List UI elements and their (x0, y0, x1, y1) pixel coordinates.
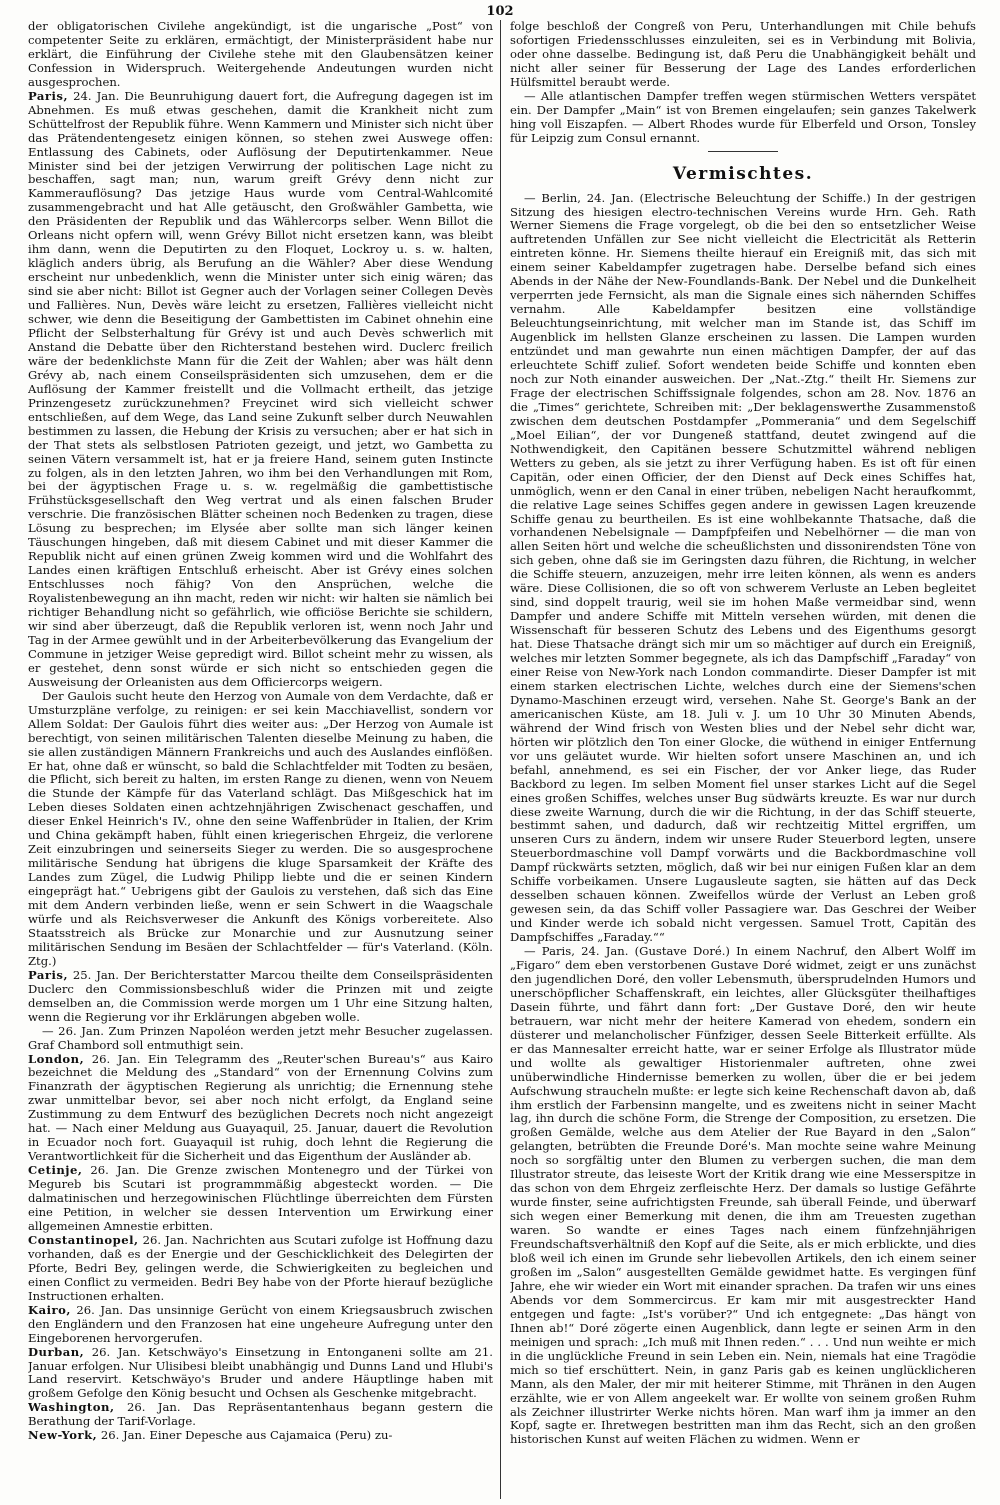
dateline-city: London, (28, 1051, 85, 1066)
article-paragraph (28, 1346, 493, 1402)
paragraph-text: 26. Jan. Das unsinnige Gerücht von einem Kriegsausbruch zwischen den Engländern und den Franzosen hat eine ungeheure Aufregung unter den Eingeborenen hervorgerufen. (28, 1302, 493, 1345)
section-heading: Vermischtes. (672, 163, 814, 184)
paragraph-text: 26. Jan. Ein Telegramm des „Reuter'schen Bureau's“ aus Kairo bezeichnet die Meldung des „Standard“ von der Ernennung Colvins zum Finanzrath der ägyptischen Regierung als unrichtig; die Ernennung stehe zwar unmittelbar bevor, sei aber noch nicht erfolgt, da England seine Zustimmung zu dem Entwurf des bezüglichen Decrets noch nicht angezeigt hat. — Nach einer Meldung aus Guayaquil, 25. Januar, dauert die Revolution in Ecuador noch fort. Guayaquil ist ruhig, doch lehnt die Regierung die Verantwortlichkeit für die Sicherheit und das Eigenthum der Ausländer ab. (28, 1051, 493, 1164)
article-paragraph (28, 1304, 493, 1346)
dateline-city: Cetinje, (28, 1163, 83, 1178)
article-paragraph (28, 690, 493, 969)
paragraph-text: — 26. Jan. Zum Prinzen Napoléon werden jetzt mehr Besucher zugelassen. Graf Chambord soll entmuthigt sein. (28, 1023, 493, 1052)
dateline-city: Constantinopel, (28, 1232, 139, 1247)
paragraph-text: 25. Jan. Der Berichterstatter Marcou theilte dem Conseilspräsidenten Duclerc den Commissionsbeschluß wider die Prinzen mit und zeigte demselben an, die Commission werde morgen um 1 Uhr eine Sitzung halten, wenn die Regierung vor ihr Erklärungen abgeben wolle. (28, 967, 493, 1024)
dateline-city: Washington, (28, 1400, 115, 1415)
article-paragraph (510, 945, 976, 1447)
paragraph-text: — Paris, 24. Jan. (Gustave Doré.) In einem Nachruf, den Albert Wolff im „Figaro“ dem eben verstorbenen Gustave Doré widmet, zeigt er uns zunächst den jugendlichen Doré, den voller Lebensmuth, übersprudelnden Humors und unerschöpflicher Schaffenskraft, ein leichtes, aller Glücksgüter theilhaftiges Dasein führte, und fährt dann fort: „Der Gustave Doré, den wir heute betrauern, war nicht mehr der heitere Kamerad von ehedem, sondern ein düsterer und melancholischer Fünfziger, dessen Seele Bitterkeit erfüllte. Als er das Mannesalter erreicht hatte, war er seiner Erfolge als Illustrator müde und wollte als gewaltiger Historienmaler auftreten, ohne zwei unüberwindliche Hindernisse bemerken zu wollen, über die er bei jedem Aufschwung straucheln mußte: er legte sich keine Rechenschaft davon ab, daß ihm erstlich der Farbensinn mangelte, und es zweitens nicht in seiner Macht lag, ihn durch die schöne Form, die Strenge der Composition, zu ersetzen. Die großen Gemälde, welche aus dem Atelier der Rue Bayard in den „Salon“ gelangten, betrübten die Freunde Doré's. Man mochte seine wahre Meinung noch so sorgfältig unter den Blumen zu verbergen suchen, die man dem Illustrator streute, das leiseste Wort der Kritik drang wie eine Messerspitze in das schon von dem Ehrgeiz zerfleischte Herz. Der damals so lustige Gefährte wurde finster, seine aufrichtigsten Freunde, sah überall Feinde, und überwarf sich wegen einer Bemerkung mit denen, die ihm am Treuesten zugethan waren. So wandte er eines Tages nach einem fünfzehnjährigen Freundschaftsverhältniß den Kopf auf die Seite, als er mich erblickte, und dies bloß weil ich einen im Grunde sehr liebevollen Artikels, den ich einem seiner großen im „Salon“ ausgestellten Gemälde gewidmet hatte. Es vergingen fünf Jahre, ehe wir wieder ein Wort mit einander sprachen. Da trafen wir uns eines Abends vor dem Sommercircus. Er kam mir mit ausgestreckter Hand entgegen und fagte: „Ist's vorüber?“ Und ich entgegnete: „Das hängt von Ihnen ab!“ Doré zögerte einen Augenblick, dann legte er seinen Arm in den meinigen und sprach: „Ich muß mit Ihnen reden.“ . . . Und nun weihte er mich in die unglückliche Freund in sein Leben ein. Nein, niemals hat eine Tragödie mich so tief erschüttert. Nein, in ganz Paris gab es keinen unglücklicheren Mann, als den Maler, der mir mit heiterer Stimme, mit Thränen in den Augen erzählte, wie er von Allem angeekelt war. Er wollte von seinem großen Ruhm als Zeichner illustrirter Werke nichts hören. Man warf ihm ja immer an den Kopf, sagte er. Ihretwegen bestritten man ihm das Recht, sich an den großen historischen Kunst auf weiten Flächen zu widmen. Wenn er (510, 944, 976, 1447)
paragraph-text: 26. Jan. Einer Depesche aus Cajamaica (Peru) zu- (97, 1428, 393, 1443)
right-column-feuilleton (510, 192, 976, 1448)
article-paragraph (28, 1164, 493, 1234)
article-paragraph (28, 20, 493, 90)
column-divider (500, 20, 501, 1499)
paragraph-text: folge beschloß der Congreß von Peru, Unterhandlungen mit Chile behufs sofortigen Friedensschlusses einzuleiten, sei es in Verbindung mit Bolivia, oder ohne dasselbe. Bedingung ist, daß Peru die Unabhängigkeit behält und nicht aller seiner für Besserung der Lage des Landes erforderlichen Hülfsmittel beraubt werde. (510, 20, 976, 89)
article-paragraph (28, 1025, 493, 1053)
paragraph-text: 26. Jan. Das Repräsentantenhaus begann gestern die Berathung der Tarif-Vorlage. (28, 1400, 493, 1429)
dateline-city: Paris, (28, 88, 68, 103)
paragraph-text: — Berlin, 24. Jan. (Electrische Beleuchtung der Schiffe.) In der gestrigen Sitzung des hiesigen electro-technischen Vereins wurde Hrn. Geh. Rath Werner Siemens die Frage vorgelegt, ob die bei den so entsetzlicher Weise auftretenden Unfällen zur See nicht vielleicht die Electricität als Retterin eintreten könne. Hr. Siemens theilte hierauf ein Ereigniß mit, das sich mit einem seiner Kabeldampfer zugetragen habe. Derselbe befand sich eines Abends in der Nähe der New-Foundlands-Bank. Der Nebel und die Dunkelheit verperrten jede Fernsicht, als man die Signale eines sich nähernden Schiffes vernahm. Alle Kabeldampfer besitzen eine vollständige Beleuchtungseinrichtung, mit welcher man im Stande ist, das Schiff im Augenblick im hellsten Glanze erscheinen zu lassen. Die Lampen wurden entzündet und man gewahrte nun einen mächtigen Dampfer, der auf das erleuchtete Schiff zulief. Sofort wendeten beide Schiffe und konnten eben noch zur Noth einander ausweichen. Der „Nat.-Ztg.“ theilt Hr. Siemens zur Frage der electrischen Schiffssignale folgendes, schon am 28. Nov. 1876 an die „Times“ gerichtete, Schreiben mit: „Der beklagenswerthe Zusammenstoß zwischen dem deutschen Postdampfer „Pommerania“ und dem Segelschiff „Moel Eilian“, der vor Dungeneß stattfand, deutet zwingend auf die Nothwendigkeit, den Capitänen bessere Schutzmittel während nebligen Wetters zu geben, als sie jetzt zu ihrer Verfügung haben. Es ist oft für einen Capitän, oder einen Officier, der den Dienst auf Deck eines Schiffes hat, unmöglich, wenn er den Canal in einer trüben, nebeligen Nacht heraufkommt, die relative Lage seines Schiffes gegen andere in gewissen Lagen kreuzende Schiffe genau zu beurtheilen. Es ist eine wohlbekannte Thatsache, daß die vorhandenen Nebelsignale — Dampfpfeifen und Nebelhörner — die man von allen Seiten hört und welche die scheußlichsten und dissonirendsten Töne von sich geben, ohne daß sie im Geringsten dazu führen, die Richtung, in welcher die Schiffe steuern, anzuzeigen, mehr irre leiten können, als wenn es anders wäre. Diese Collisionen, die so oft von schwerem Verluste an Leben begleitet sind, sind doppelt traurig, weil sie im hohen Maße vermeidbar sind, wenn Dampfer und andere Schiffe mit Mitteln versehen würden, mit denen die Wissenschaft für besseren Schutz des Lebens und des Eigenthums gesorgt hat. Diese Thatsache drängt sich mir um so mächtiger auf durch ein Ereigniß, welches mir letzten Sommer begegnete, als ich das Dampfschiff „Faraday“ von einer Reise von New-York nach London commandirte. Dieser Dampfer ist mit einem starken electrischen Lichte, welches durch eine der Siemens'schen Dynamo-Maschinen erzeugt wird, versehen. Nahe St. George's Bank an der americanischen Küste, am 18. Juli v. J. um 10 Uhr 30 Minuten Abends, während der Wind frisch von Westen blies und der Nebel sehr dicht war, hörten wir plötzlich den Ton einer Glocke, die wüthend in einiger Entfernung vor uns geläutet wurde. Wir hielten sofort unsere Maschinen an, und ich befahl, annehmend, es sei ein Fischer, der vor Anker liege, das Ruder Backbord zu legen. Im selben Moment fiel unser starkes Licht auf die Segel eines großen Schiffes, welches unser Bug südwärts kreuzte. Es war nur durch diese zweite Warnung, durch die wir die Richtung, in der das Schiff steuerte, bestimmt sahen, und dadurch, daß wir rechtzeitig Mittel ergriffen, um unseren Curs zu ändern, indem wir unsere Ruder Steuerbord legten, unsere Steuerbordmaschine voll Dampf vorwärts und die Backbordmaschine voll Dampf rückwärts setzten, möglich, daß wir bei nur einigen Fußen klar an dem Schiffe vorbeikamen. Unsere Lugausleute sagten, sie hätten auf das Deck desselben schauen können. Zweifellos würde der Verlust an Leben groß gewesen sein, da das Schiff voller Passagiere war. Das Geschrei der Weiber und Kinder werde ich sobald nicht vergessen. Samuel Trott, Capitän des Dampfschiffes „Faraday.““ (510, 190, 976, 945)
article-paragraph (28, 90, 493, 690)
right-column-top (510, 20, 976, 146)
dateline-city: Kairo, (28, 1302, 71, 1317)
page-number: 102 (486, 4, 514, 19)
paragraph-text: 26. Jan. Ketschwäyo's Einsetzung in Entonganeni sollte am 21. Januar erfolgen. Nur Ulisibesi bleibt unabhängig und Dunns Land und Hlubi's Land reservirt. Ketschwäyo's Bruder und andere Häuptlinge haben mit großem Gefolge den König besucht und Ochsen als Geschenke mitgebracht. (28, 1344, 493, 1401)
right-column (510, 20, 976, 1499)
dateline-city: Paris, (28, 967, 68, 982)
article-paragraph (28, 1234, 493, 1304)
paragraph-text: 26. Jan. Nachrichten aus Scutari zufolge ist Hoffnung dazu vorhanden, daß es der Energie und der Geschicklichkeit des Delegirten der Pforte, Bedri Bey, gelingen werde, die Schwierigkeiten zu begleichen und einen Conflict zu vermeiden. Bedri Bey habe von der Pforte hierauf bezügliche Instructionen erhalten. (28, 1232, 493, 1303)
paragraph-text: — Alle atlantischen Dampfer treffen wegen stürmischen Wetters verspätet ein. Der Dampfer „Main“ ist von Bremen eingelaufen; sein ganzes Takelwerk hing voll Eiszapfen. — Albert Rhodes wurde für Elberfeld und Orson, Tonsley für Leipzig zum Consul ernannt. (510, 88, 976, 145)
paragraph-text: 26. Jan. Die Grenze zwischen Montenegro und der Türkei von Megureb bis Scutari ist programmmäßig abgesteckt worden. — Die dalmatinischen und herzegowinischen Flüchtlinge überreichten dem Fürsten eine Petition, in welcher sie dessen Intervention um Erwirkung einer allgemeinen Amnestie erbitten. (28, 1163, 493, 1233)
paragraph-text: 24. Jan. Die Beunruhigung dauert fort, die Aufregung dagegen ist im Abnehmen. Es muß etwas geschehen, damit die Krankheit nicht zum Schüttelfrost der Republik führe. Wenn Kammern und Minister sich nicht über das Prätendentengesetz einigen können, so stehen zwei Auswege offen: Entlassung des Cabinets, oder Auflösung der Deputirtenkammer. Neue Minister sind bei der jetzigen Verwirrung der politischen Lage nicht zu beschaffen, sagt man; nun, warum greift Grévy denn nicht zur Kammerauflösung? Das jetzige Haus wurde vom Central-Wahlcomité zusammengebracht und hat Alle getäuscht, den Großwähler Gambetta, wie den Präsidenten der Republik und das Wählercorps selber. Wenn Billot die Orleans nicht opfern will, wenn Grévy Billot nicht ersetzen kann, was bleibt ihm dann, wenn die Deputirten zu den Floquet, Lockroy u. s. w. halten, kläglich anders übrig, als Berufung an die Wähler? Aber diese Wendung erscheint nur unbedenklich, wenn die Minister unter sich einig wären; das sind sie aber nicht: Billot ist Gegner auch der Vorlagen seiner Collegen Devès und Fallières. Nun, Devès wäre leicht zu ersetzen, Fallières vielleicht nicht schwer, wie denn die Beseitigung der Gambettisten im Cabinet ohnehin eine Pflicht der Selbsterhaltung für Grévy ist und auch Devès schwerlich mit Anstand die Debatte über den Richterstand bestehen wird. Duclerc freilich wäre der bedenklichste Mann für die Zeit der Wahlen; aber was hält denn Grévy ab, nach einem Conseilspräsidenten sich umzusehen, dem er die Auflösung der Kammer freistellt und die Vollmacht ertheilt, das jetzige Prinzengesetz zurückzunehmen? Freycinet wird sich vielleicht schwer entschließen, auf dem Wege, das Land seine Zukunft selber durch Neuwahlen bestimmen zu lassen, die Hebung der Krisis zu versuchen; aber er hat sich in der That stets als selbstlosen Patrioten gezeigt, und jetzt, wo Gambetta zu seinen Vätern versammelt ist, hat er ja freiere Hand, seinem guten Instincte zu folgen, als in den letzten Jahren, wo ihm bei den Verhandlungen mit Rom, bei der ägyptischen Frage u. s. w. regelmäßig die gambettistische Frühstücksgesellschaft den Weg vertrat und als einen falschen Bruder verschrie. Die französischen Blätter scheinen noch Bedenken zu tragen, diese Lösung zu besprechen; im Elysée aber sollte man sich länger keinen Täuschungen hingeben, daß mit diesem Cabinet und mit dieser Kammer die Republik nicht auf einen grünen Zweig kommen wird und die Wohlfahrt des Landes einen kräftigen Entschluß erheischt. Aber ist Grévy eines solchen Entschlusses noch fähig? Von den Ansprüchen, welche die Royalistenbewegung an ihn macht, reden wir nicht: wir halten sie nämlich bei richtiger Behandlung nicht so gefährlich, wie officiöse Berichte sie schildern, wir sind aber überzeugt, daß die Republik verloren ist, wenn noch Jahr und Tag in der Armee gewühlt und in der Arbeiterbevölkerung das Evangelium der Commune in jetziger Weise gepredigt wird. Billot scheint mehr zu wissen, als er gestehet, denn sonst würde er sich nicht so entschieden gegen die Ausweisung der Orleanisten aus dem Officiercorps weigern. (28, 88, 493, 689)
dateline-city: Durban, (28, 1344, 85, 1359)
article-paragraph (28, 969, 493, 1025)
article-paragraph (510, 192, 976, 945)
dateline-city: New-York, (28, 1428, 98, 1443)
article-paragraph (510, 20, 976, 90)
article-paragraph (28, 1429, 493, 1443)
article-paragraph (28, 1401, 493, 1429)
paragraph-text: der obligatorischen Civilehe angekündigt, ist die ungarische „Post“ von competenter Seite zu erklären, ermächtigt, der Ministerpräsident habe nur erklärt, die Einführung der Civilehe stehe mit den Glaubensätzen keiner Confession in Widerspruch. Weitergehende Andeutungen wurden nicht ausgesprochen. (28, 20, 493, 89)
article-paragraph (28, 1053, 493, 1165)
article-paragraph (510, 90, 976, 146)
paragraph-text: Der Gaulois sucht heute den Herzog von Aumale von dem Verdachte, daß er Umsturzpläne verfolge, zu reinigen: er sei kein Macchiavellist, sondern vor Allem Soldat: Der Gaulois führt dies weiter aus: „Der Herzog von Aumale ist berechtigt, von seinen militärischen Talenten dieselbe Meinung zu haben, die sie allen zuständigen Männern Frankreichs und auch des Auslandes einflößen. Er hat, ohne daß er wünscht, so bald die Schlachtfelder mit Todten zu besäen, die Pflicht, sich bereit zu halten, im ersten Range zu dienen, wenn von Neuem die Stunde der Kämpfe für das Vaterland schlägt. Das Mißgeschick hat im Leben dieses Soldaten einen achtzehnjährigen Zwischenact geschaffen, und dieser Enkel Heinrich's IV., ohne den seine Waffenbrüder in Italien, der Krim und China gekämpft haben, fühlt einen kriegerischen Ehrgeiz, die verlorene Zeit einzubringen und seinerseits Sieger zu werden. Die so ausgesprochene militärische Sendung hat übrigens die kluge Sparsamkeit der Kräfte des Landes zum Zügel, die Ludwig Philipp liebte und die er seinen Kindern eingeprägt hat.“ Uebrigens gibt der Gaulois zu verstehen, daß sich das Eine mit dem Andern verbinden ließe, wenn er sein Schwert in die Waagschale würfe und als Reichsverweser die Ankunft des Königs vorbereitete. Also Staatsstreich als Brücke zur Monarchie und zur Ausnutzung seiner militärischen Sendung im Besäen der Schlachtfelder — für's Vaterland. (Köln. Ztg.) (28, 688, 493, 968)
section-rule (708, 151, 778, 152)
left-column (28, 20, 493, 1499)
